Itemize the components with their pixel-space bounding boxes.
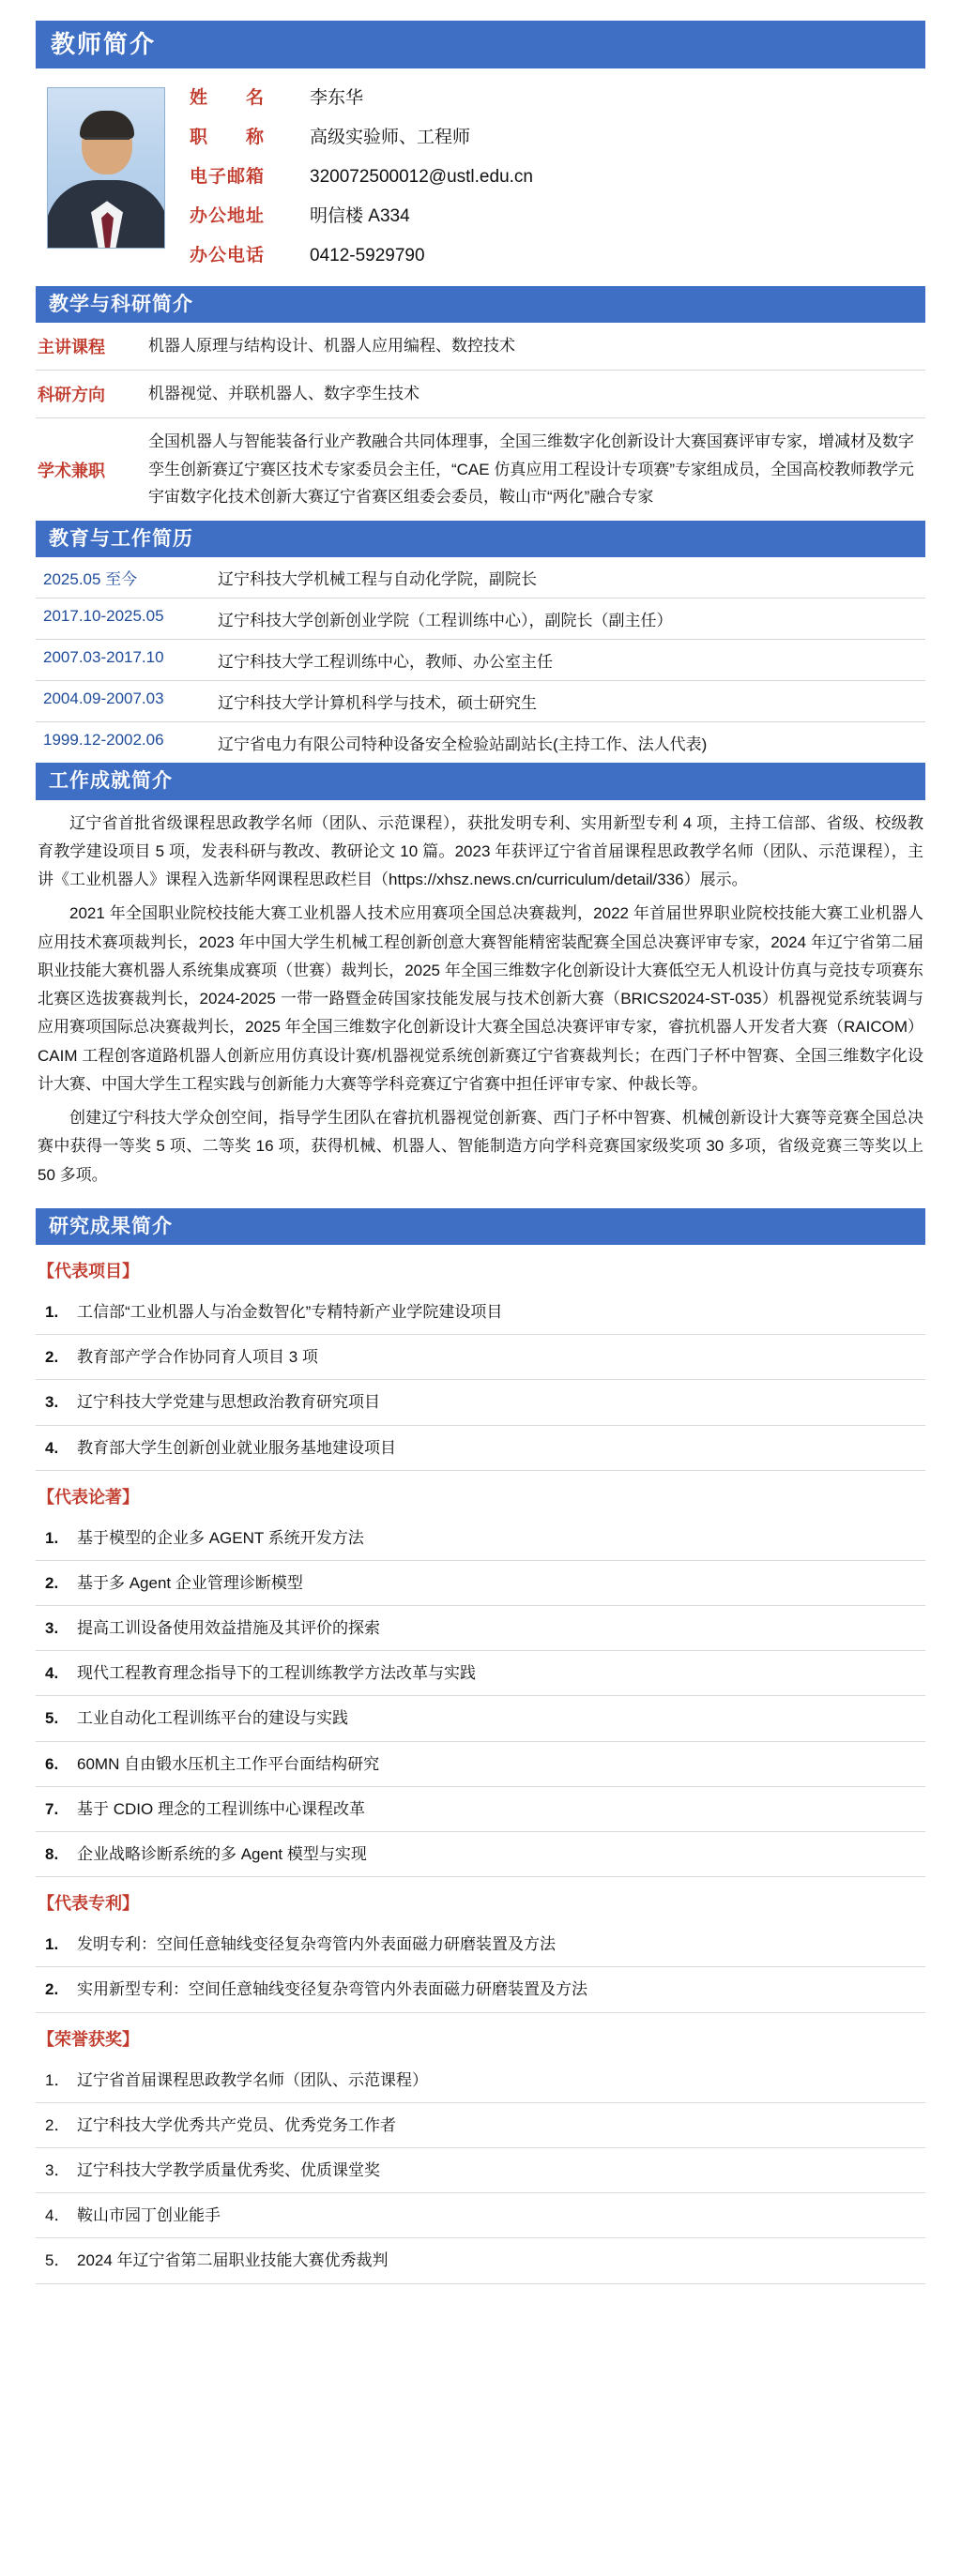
list-index: 1． <box>45 2070 70 2089</box>
list-item-text: 辽宁科技大学党建与思想政治教育研究项目 <box>77 1393 380 1412</box>
list-item <box>36 1426 925 1471</box>
list-item <box>36 2058 925 2103</box>
group-title-projects: 【代表项目】 <box>38 1261 139 1280</box>
education-text: 辽宁科技大学工程训练中心，教师、办公室主任 <box>218 653 553 672</box>
avatar-wrap <box>36 83 176 249</box>
achievement-paragraph: 辽宁省首批省级课程思政教学名师（团队、示范课程），获批发明专利、实用新型专利 4 项，主持工信部、省级、校级教育教学建设项目 5 项，发表科研与教改、教研论文 10 篇。2023 年获评辽宁省首届课程思政教学名师（团队、示范课程），主讲《工业机器人》课程入选新华网课程思政栏目（https://xhsz.news.cn/curriculum/detail/336）展示。 <box>38 813 923 888</box>
key-courses: 主讲课程 <box>38 338 105 357</box>
list-index: 3. <box>45 1619 59 1638</box>
list-item <box>36 1696 925 1741</box>
list-item-text: 60MN 自由锻水压机主工作平台面结构研究 <box>77 1754 380 1773</box>
value-office: 明信楼 A334 <box>310 206 410 227</box>
key-research: 科研方向 <box>38 386 105 404</box>
avatar-hair <box>80 111 134 139</box>
list-index: 2． <box>45 2115 70 2134</box>
list-index: 4. <box>45 1438 59 1457</box>
list-item <box>36 2103 925 2148</box>
value-phone: 0412-5929790 <box>310 246 425 266</box>
profile-row-name <box>190 83 925 109</box>
education-date: 2025.05 至今 <box>43 570 138 589</box>
value-title: 高级实验师、工程师 <box>310 128 471 148</box>
label-email: 电子邮箱 <box>190 167 266 188</box>
list-item <box>36 1380 925 1425</box>
list-item <box>36 1335 925 1380</box>
list-item-text: 基于模型的企业多 AGENT 系统开发方法 <box>77 1528 364 1547</box>
profile-row-office <box>190 202 925 227</box>
list-index: 5． <box>45 2251 70 2270</box>
list-item-text: 辽宁省首届课程思政教学名师（团队、示范课程） <box>77 2070 428 2089</box>
list-item-text: 教育部产学合作协同育人项目 3 项 <box>77 1348 318 1367</box>
profile-block <box>36 68 925 286</box>
list-item-text: 发明专利：空间任意轴线变径复杂弯管内外表面磁力研磨装置及方法 <box>77 1935 556 1954</box>
achievements-paragraphs <box>36 800 925 1208</box>
list-item-text: 实用新型专利：空间任意轴线变径复杂弯管内外表面磁力研磨装置及方法 <box>77 1980 587 1999</box>
list-item <box>36 1742 925 1787</box>
list-index: 2. <box>45 1980 59 1999</box>
list-item <box>36 1606 925 1651</box>
list-item-text: 工业自动化工程训练平台的建设与实践 <box>77 1709 348 1728</box>
list-item <box>36 2238 925 2283</box>
table-row <box>36 640 925 681</box>
education-date: 1999.12-2002.06 <box>43 731 164 750</box>
list-index: 2. <box>45 1348 59 1367</box>
table-row <box>36 557 925 599</box>
teaching-row-research <box>36 371 925 418</box>
list-index: 1. <box>45 1935 59 1954</box>
avatar-glasses <box>84 137 130 148</box>
label-title: 职 称 <box>190 128 266 148</box>
education-text: 辽宁科技大学机械工程与自动化学院，副院长 <box>218 570 537 589</box>
list-item <box>36 1832 925 1877</box>
list-item <box>36 2193 925 2238</box>
label-office: 办公地址 <box>190 206 266 227</box>
profile-info <box>176 83 925 280</box>
education-text: 辽宁科技大学创新创业学院（工程训练中心），副院长（副主任） <box>218 612 673 630</box>
list-item-text: 工信部“工业机器人与冶金数智化”专精特新产业学院建设项目 <box>77 1302 503 1321</box>
list-index: 6. <box>45 1754 59 1773</box>
section-header-teaching: 教学与科研简介 <box>36 286 925 323</box>
list-item <box>36 1516 925 1561</box>
list-item-text: 提高工训设备使用效益措施及其评价的探索 <box>77 1619 380 1638</box>
education-text: 辽宁省电力有限公司特种设备安全检验站副站长(主持工作、法人代表) <box>218 735 708 754</box>
teaching-row-affiliations <box>36 418 925 521</box>
list-index: 3. <box>45 1393 59 1412</box>
list-item-text: 辽宁科技大学优秀共产党员、优秀党务工作者 <box>77 2115 396 2134</box>
list-item-text: 鞍山市园丁创业能手 <box>77 2206 221 2225</box>
table-row <box>36 599 925 640</box>
list-index: 4． <box>45 2206 70 2225</box>
list-index: 2. <box>45 1573 59 1592</box>
list-index: 7. <box>45 1799 59 1818</box>
list-item <box>36 1967 925 2012</box>
list-item-text: 教育部大学生创新创业就业服务基地建设项目 <box>77 1438 396 1457</box>
list-item <box>36 1561 925 1606</box>
list-item-text: 基于多 Agent 企业管理诊断模型 <box>77 1573 303 1592</box>
value-affiliations: 全国机器人与智能装备行业产教融合共同体理事，全国三维数字化创新设计大赛国赛评审专家，增减材及数字孪生创新赛辽宁赛区技术专家委员会主任，“CAE 仿真应用工程设计专项赛”专家组成员，全国高校教师教学元宇宙数字化技术创新大赛辽宁省赛区组委会委员，鞍山市“两化”融合专家 <box>148 432 914 507</box>
list-item <box>36 1787 925 1832</box>
profile-row-email <box>190 162 925 188</box>
patents-list <box>36 1922 925 2012</box>
education-date: 2017.10-2025.05 <box>43 607 164 626</box>
avatar <box>47 87 165 249</box>
education-date: 2004.09-2007.03 <box>43 689 164 708</box>
profile-row-title <box>190 123 925 148</box>
list-index: 1. <box>45 1302 59 1321</box>
group-title-papers: 【代表论著】 <box>38 1487 139 1507</box>
list-item-text: 辽宁科技大学教学质量优秀奖、优质课堂奖 <box>77 2160 380 2179</box>
section-header-achievements: 工作成就简介 <box>36 763 925 799</box>
teaching-table <box>36 323 925 521</box>
honors-list <box>36 2058 925 2284</box>
group-title-patents: 【代表专利】 <box>38 1894 139 1914</box>
list-item-text: 企业战略诊断系统的多 Agent 模型与实现 <box>77 1845 367 1863</box>
list-item <box>36 1290 925 1335</box>
section-header-profile: 教师简介 <box>36 21 925 68</box>
list-index: 4. <box>45 1664 59 1683</box>
value-name: 李东华 <box>310 88 364 109</box>
education-date: 2007.03-2017.10 <box>43 648 164 667</box>
value-courses: 机器人原理与结构设计、机器人应用编程、数控技术 <box>148 337 515 356</box>
list-item-text: 2024 年辽宁省第二届职业技能大赛优秀裁判 <box>77 2251 389 2270</box>
table-row <box>36 681 925 722</box>
achievement-paragraph: 创建辽宁科技大学众创空间，指导学生团队在睿抗机器视觉创新赛、西门子杯中智赛、机械创新设计大赛等竞赛全国总决赛中获得一等奖 5 项、二等奖 16 项，获得机械、机器人、智能制造方向学科竞赛国家级奖项 30 多项，省级竞赛三等奖以上 50 多项。 <box>38 1109 923 1184</box>
list-item <box>36 2148 925 2193</box>
value-email: 320072500012@ustl.edu.cn <box>310 167 533 188</box>
section-header-results: 研究成果简介 <box>36 1208 925 1245</box>
education-text: 辽宁科技大学计算机科学与技术，硕士研究生 <box>218 694 537 713</box>
list-item <box>36 1651 925 1696</box>
label-name: 姓 名 <box>190 88 266 109</box>
group-title-honors: 【荣誉获奖】 <box>38 2029 139 2049</box>
projects-list <box>36 1290 925 1471</box>
key-affiliations: 学术兼职 <box>38 461 105 480</box>
list-item-text: 现代工程教育理念指导下的工程训练教学方法改革与实践 <box>77 1664 476 1683</box>
list-item <box>36 1922 925 1967</box>
list-index: 3． <box>45 2160 70 2179</box>
list-index: 8. <box>45 1845 59 1863</box>
list-item-text: 基于 CDIO 理念的工程训练中心课程改革 <box>77 1799 365 1818</box>
education-table <box>36 557 925 763</box>
table-row <box>36 722 925 763</box>
label-phone: 办公电话 <box>190 246 266 266</box>
list-index: 5. <box>45 1709 59 1728</box>
profile-row-phone <box>190 241 925 266</box>
value-research: 机器视觉、并联机器人、数字孪生技术 <box>148 385 419 403</box>
section-header-education: 教育与工作简历 <box>36 521 925 557</box>
achievement-paragraph: 2021 年全国职业院校技能大赛工业机器人技术应用赛项全国总决赛裁判，2022 年首届世界职业院校技能大赛工业机器人应用技术赛项裁判长，2023 年中国大学生机械工程创新创意大赛智能精密装配赛全国总决赛评审专家，2024 年辽宁省第二届职业技能大赛机器人系统集成赛项（世赛）裁判长，2025 年全国三维数字化创新设计大赛低空无人机设计仿真与竞技专项赛东北赛区选拔赛裁判长，2024-2025 一带一路暨金砖国家技能发展与技术创新大赛（BRICS2024-ST-035）机器视觉系统装调与应用赛项国际总决赛裁判长，2025 年全国三维数字化创新设计大赛全国总决赛评审专家，睿抗机器人开发者大赛（RAICOM）CAIM 工程创客道路机器人创新应用仿真设计赛/机器视觉系统创新赛辽宁省赛裁判长；在西门子杯中智赛、全国三维数字化设计大赛、中国大学生工程实践与创新能力大赛等学科竞赛辽宁省赛中担任评审专家、仲裁长等。 <box>38 904 923 1093</box>
list-index: 1. <box>45 1528 59 1547</box>
teaching-row-courses <box>36 323 925 371</box>
papers-list <box>36 1516 925 1878</box>
